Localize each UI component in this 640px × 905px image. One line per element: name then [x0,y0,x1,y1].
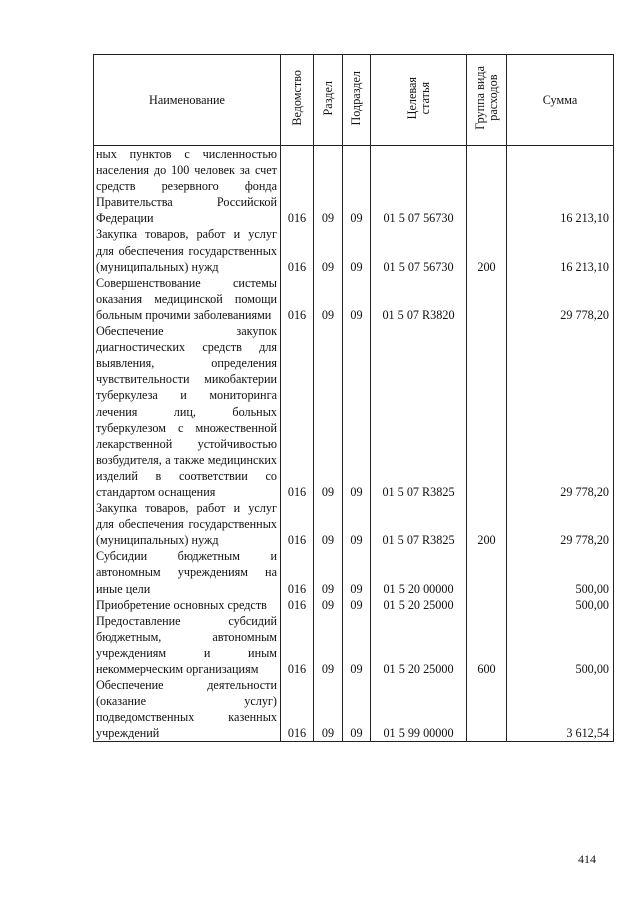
row-gruppa [467,548,507,596]
row-celevaya: 01 5 20 25000 [371,613,467,677]
table-row [94,226,614,274]
table-header-row [94,55,614,146]
row-summa: 500,00 [507,613,614,677]
header-summa [507,55,614,146]
header-gruppa-label: Группа вида расходов [472,66,500,130]
row-celevaya: 01 5 07 56730 [371,146,467,227]
row-gruppa [467,597,507,613]
row-summa: 16 213,10 [507,146,614,227]
header-celevaya [371,55,467,146]
row-podrazdel: 09 [343,226,371,274]
row-vedomstvo: 016 [281,677,314,742]
row-vedomstvo: 016 [281,275,314,323]
page-number: 414 [578,852,596,866]
table-row [94,613,614,677]
row-gruppa [467,146,507,227]
row-razdel: 09 [314,146,343,227]
header-podrazdel-label: Подраздел [349,70,363,126]
row-gruppa: 200 [467,500,507,548]
row-podrazdel: 09 [343,677,371,742]
row-podrazdel: 09 [343,597,371,613]
table-row [94,677,614,742]
row-summa: 29 778,20 [507,323,614,500]
row-vedomstvo: 016 [281,323,314,500]
row-name: Приобретение основных средств [94,597,281,613]
row-summa: 500,00 [507,548,614,596]
row-gruppa [467,275,507,323]
row-name: Обеспечение закупок диагностических средств для выявления, определения чувствительности микобактерии туберкулеза и мониторинга лечения лиц, больных туберкулезом с множественной лекарственной устойчивостью возбудителя, а также медицинских изделий в соответствии со стандартом оснащения [94,323,281,500]
row-razdel: 09 [314,597,343,613]
row-podrazdel: 09 [343,146,371,227]
row-name: Субсидии бюджетным и автономным учреждениям на иные цели [94,548,281,596]
row-vedomstvo: 016 [281,146,314,227]
row-name: Обеспечение деятельности (оказание услуг) подведомственных казенных учреждений [94,677,281,742]
row-summa: 3 612,54 [507,677,614,742]
row-podrazdel: 09 [343,548,371,596]
row-podrazdel: 09 [343,275,371,323]
row-razdel: 09 [314,548,343,596]
row-celevaya: 01 5 07 R3825 [371,323,467,500]
row-vedomstvo: 016 [281,500,314,548]
header-celevaya-label: Целевая статья [404,76,432,120]
header-podrazdel [343,55,371,146]
header-vedomstvo-label: Ведомство [289,70,304,126]
budget-table-page [93,54,613,742]
row-celevaya: 01 5 07 R3820 [371,275,467,323]
header-razdel-label: Раздел [320,80,335,116]
row-summa: 29 778,20 [507,500,614,548]
header-name [94,55,281,146]
row-gruppa [467,323,507,500]
header-summa-label: Сумма [542,92,578,107]
row-name: Совершенствование системы оказания медицинской помощи больным прочими заболеваниями [94,275,281,323]
row-vedomstvo: 016 [281,597,314,613]
row-summa: 29 778,20 [507,275,614,323]
header-razdel [314,55,343,146]
header-vedomstvo [281,55,314,146]
table-row [94,323,614,500]
row-gruppa [467,677,507,742]
row-name: Закупка товаров, работ и услуг для обеспечения государственных (муниципальных) нужд [94,226,281,274]
row-razdel: 09 [314,226,343,274]
row-celevaya: 01 5 07 56730 [371,226,467,274]
row-podrazdel: 09 [343,323,371,500]
row-celevaya: 01 5 07 R3825 [371,500,467,548]
row-razdel: 09 [314,500,343,548]
table-row [94,500,614,548]
row-razdel: 09 [314,275,343,323]
row-gruppa: 200 [467,226,507,274]
row-summa: 500,00 [507,597,614,613]
row-podrazdel: 09 [343,500,371,548]
header-gruppa [467,55,507,146]
row-gruppa: 600 [467,613,507,677]
row-razdel: 09 [314,677,343,742]
budget-table [93,54,614,742]
table-row [94,597,614,613]
row-name: ных пунктов с численностью населения до 100 человек за счет средств резервного фонда Правительства Российской Федерации [94,146,281,227]
row-name: Закупка товаров, работ и услуг для обеспечения государственных (муниципальных) нужд [94,500,281,548]
row-name: Предоставление субсидий бюджетным, автономным учреждениям и иным некоммерческим организациям [94,613,281,677]
table-row [94,146,614,227]
header-name-label: Наименование [149,92,225,107]
row-celevaya: 01 5 20 25000 [371,597,467,613]
row-razdel: 09 [314,613,343,677]
row-celevaya: 01 5 99 00000 [371,677,467,742]
row-vedomstvo: 016 [281,613,314,677]
row-podrazdel: 09 [343,613,371,677]
row-razdel: 09 [314,323,343,500]
table-row [94,548,614,596]
row-vedomstvo: 016 [281,226,314,274]
row-celevaya: 01 5 20 00000 [371,548,467,596]
table-row [94,275,614,323]
row-summa: 16 213,10 [507,226,614,274]
row-vedomstvo: 016 [281,548,314,596]
